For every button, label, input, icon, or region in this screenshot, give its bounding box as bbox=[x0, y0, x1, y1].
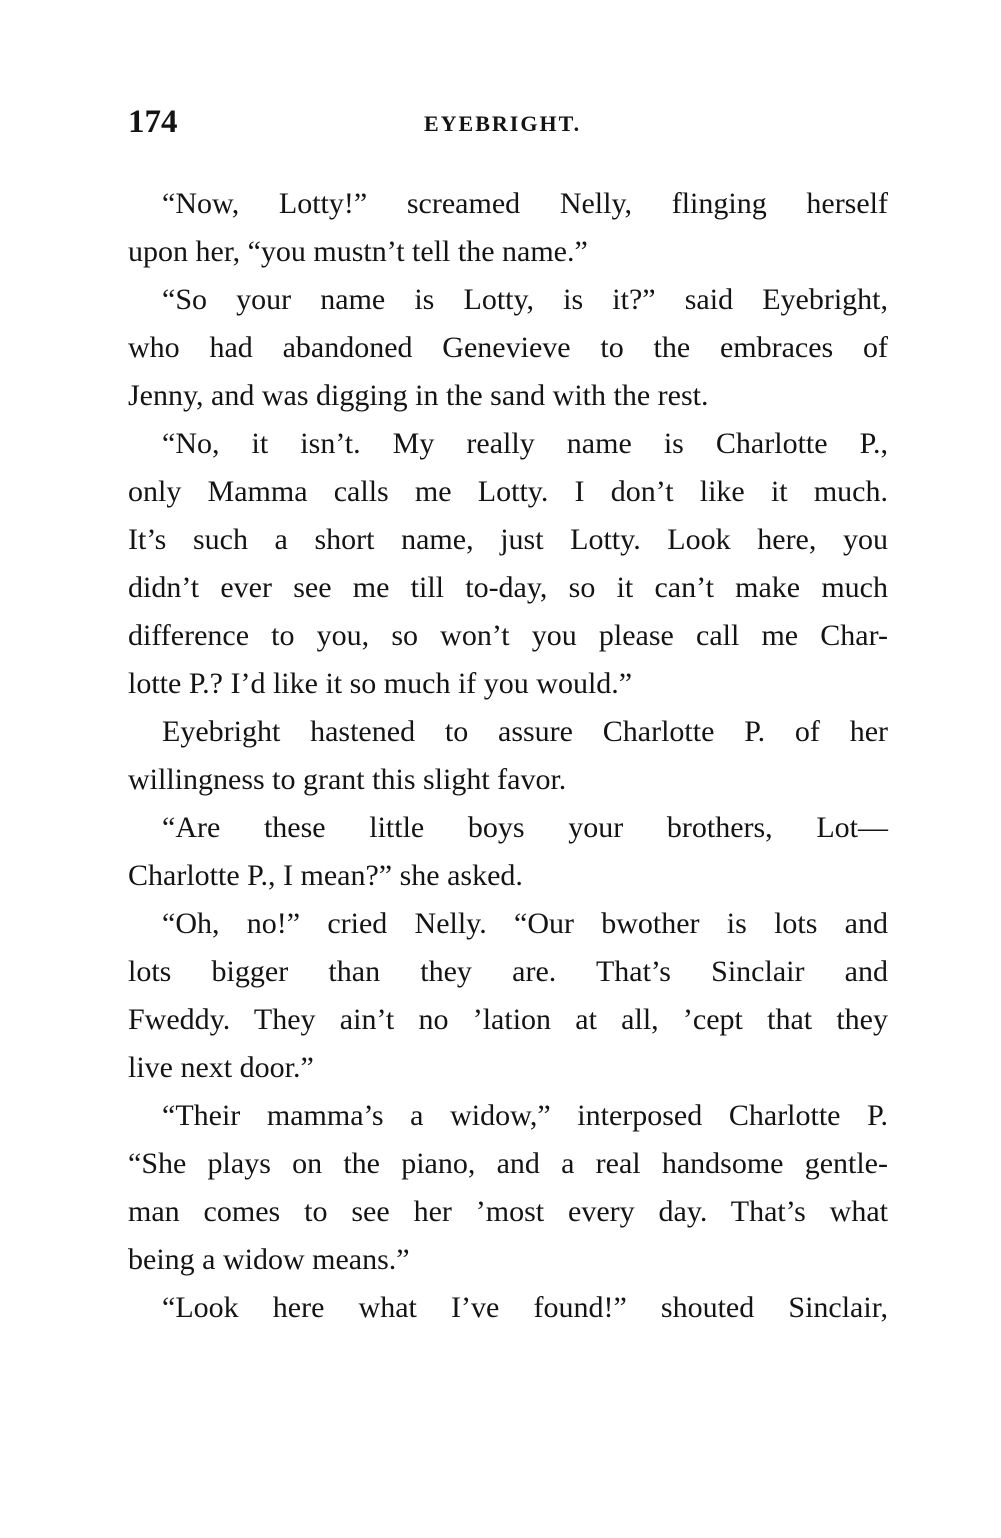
text-line: “Oh, no!” cried Nelly. “Our bwother is lots and bbox=[162, 907, 888, 940]
text-line: “She plays on the piano, and a real handsome gentle- bbox=[128, 1147, 888, 1180]
text-line: Jenny, and was digging in the sand with the rest. bbox=[128, 379, 709, 412]
text-line: Fweddy. They ain’t no ’lation at all, ’cept that they bbox=[128, 1003, 888, 1036]
text-line: man comes to see her ’most every day. That’s what bbox=[128, 1195, 888, 1228]
text-line: lots bigger than they are. That’s Sinclair and bbox=[128, 955, 888, 988]
text-line: live next door.” bbox=[128, 1051, 314, 1084]
text-line: lotte P.? I’d like it so much if you would.” bbox=[128, 667, 633, 700]
text-line: didn’t ever see me till to-day, so it can’t make much bbox=[128, 571, 888, 604]
text-line: upon her, “you mustn’t tell the name.” bbox=[128, 235, 588, 268]
text-line: only Mamma calls me Lotty. I don’t like it much. bbox=[128, 475, 888, 508]
text-line: Charlotte P., I mean?” she asked. bbox=[128, 859, 523, 892]
text-line: “No, it isn’t. My really name is Charlotte P., bbox=[162, 427, 888, 460]
text-line: Eyebright hastened to assure Charlotte P. of her bbox=[162, 715, 888, 748]
text-line: “Look here what I’ve found!” shouted Sinclair, bbox=[162, 1291, 888, 1324]
text-line: willingness to grant this slight favor. bbox=[128, 763, 567, 796]
running-title: EYEBRIGHT. bbox=[424, 111, 582, 136]
body-text bbox=[128, 180, 888, 1332]
text-line: It’s such a short name, just Lotty. Look here, you bbox=[128, 523, 888, 556]
text-line: “Their mamma’s a widow,” interposed Charlotte P. bbox=[162, 1099, 888, 1132]
page-number: 174 bbox=[128, 104, 178, 140]
text-line: who had abandoned Genevieve to the embraces of bbox=[128, 331, 888, 364]
text-line: difference to you, so won’t you please call me Char- bbox=[128, 619, 888, 652]
text-line: “Now, Lotty!” screamed Nelly, flinging herself bbox=[162, 187, 888, 220]
running-head bbox=[128, 100, 888, 144]
text-line: “So your name is Lotty, is it?” said Eyebright, bbox=[162, 283, 888, 316]
text-line: being a widow means.” bbox=[128, 1243, 410, 1276]
text-line: “Are these little boys your brothers, Lot— bbox=[162, 811, 888, 844]
